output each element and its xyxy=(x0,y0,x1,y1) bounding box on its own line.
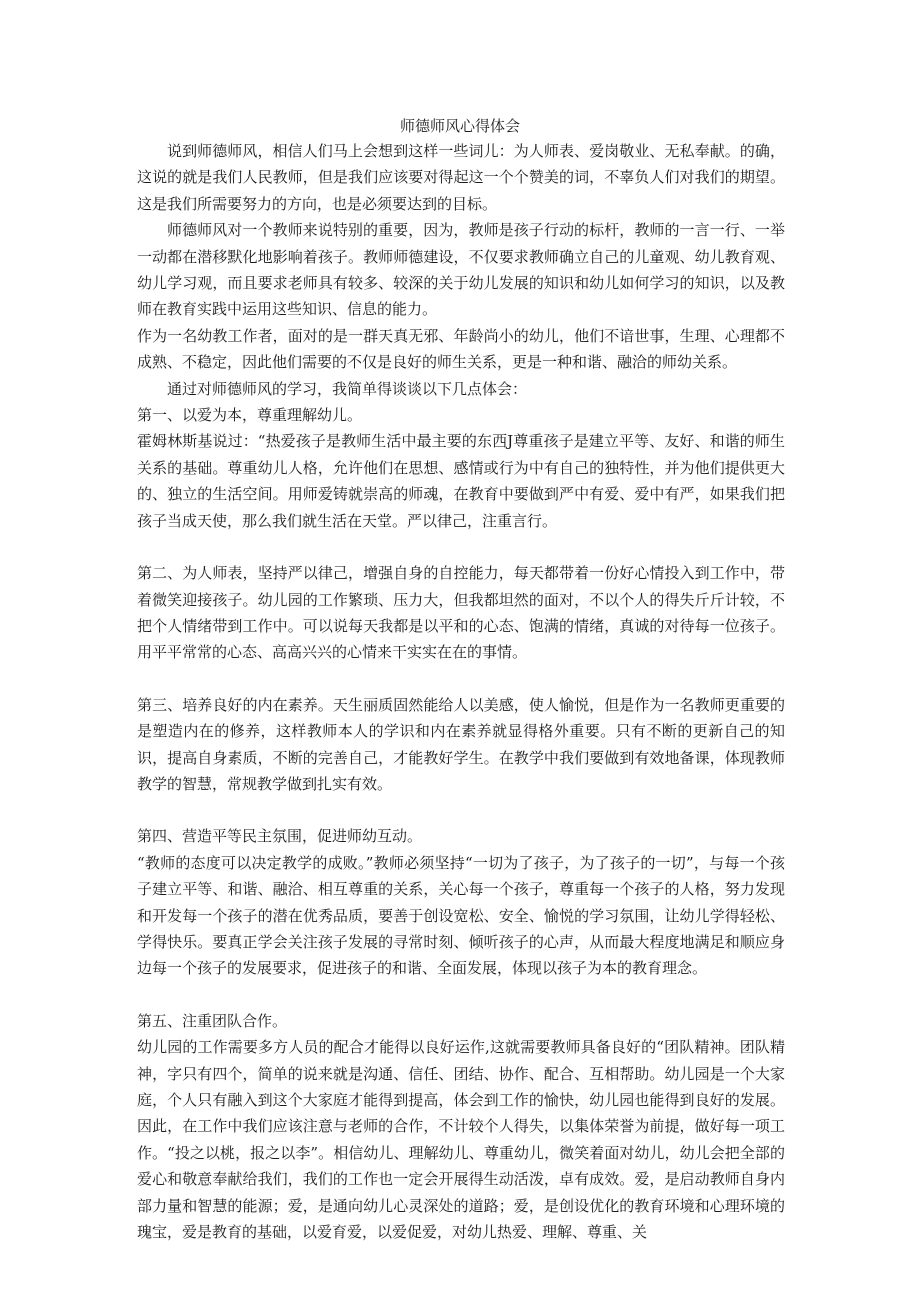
paragraph-importance: 师德师风对一个教师来说特别的重要，因为，教师是孩子行动的标杆，教师的一言一行、一举一动都在潜移默化地影响着孩子。教师师德建设，不仅要求教师确立自己的儿童观、幼儿教育观、幼儿学习观，而且要求老师具有较多、较深的关于幼儿发展的知识和幼儿如何学习的知识，以及教师在教育实践中运用这些知识、信息的能力。 xyxy=(137,221,785,319)
document-body xyxy=(137,138,785,1245)
paragraph-intro: 说到师德师风，相信人们马上会想到这样一些词儿：为人师表、爱岗敬业、无私奉献。的确，这说的就是我们人民教师，但是我们应该要对得起这一个个赞美的词，不辜负人们对我们的期望。这是我们所需要努力的方向，也是必须要达到的目标。 xyxy=(137,142,785,213)
paragraph-section-5: 幼儿园的工作需要多方人员的配合才能得以良好运作,这就需要教师具备良好的“团队精神。团队精神，字只有四个，简单的说来就是沟通、信任、团结、协作、配合、互相帮助。幼儿园是一个大家庭，个人只有融入到这个大家庭才能得到提高，体会到工作的愉快，幼儿园也能得到良好的发展。因此，在工作中我们应该注意与老师的合作，不计较个人得失，以集体荣誉为前提，做好每一项工作。“投之以桃，报之以李”。相信幼儿、理解幼儿、尊重幼儿，微笑着面对幼儿，幼儿会把全部的爱心和敬意奉献给我们，我们的工作也一定会开展得生动活泼，卓有成效。爱，是启动教师自身内部力量和智慧的能源；爱，是通向幼儿心灵深处的道路；爱，是创设优化的教育环境和心理环境的瑰宝，爱是教育的基础，以爱育爱，以爱促爱，对幼儿热爱、理解、尊重、关 xyxy=(137,1038,785,1242)
paragraph-section-4: “教师的态度可以决定教学的成败。”教师必须坚持“一切为了孩子，为了孩子的一切”，与每一个孩子建立平等、和谐、融洽、相互尊重的关系，关心每一个孩子，尊重每一个孩子的人格，努力发现和开发每一个孩子的潜在优秀品质，要善于创设宽松、安全、愉悦的学习氛围，让幼儿学得轻松、学得快乐。要真正学会关注孩子发展的寻常时刻、倾听孩子的心声，从而最大程度地满足和顺应身边每一个孩子的发展要求，促进孩子的和谐、全面发展，体现以孩子为本的教育理念。 xyxy=(137,853,785,978)
paragraph-section-3: 第三、培养良好的内在素养。天生丽质固然能给人以美感，使人愉悦，但是作为一名教师更重要的是塑造内在的修养，这样教师本人的学识和内在素养就显得格外重要。只有不断的更新自己的知识，提高自身素质，不断的完善自己，才能教好学生。在教学中我们要做到有效地备课，体现教师教学的智慧，常规教学做到扎实有效。 xyxy=(137,695,785,793)
document-title: 师德师风心得体会 xyxy=(399,117,520,135)
paragraph-lead-in: 通过对师德师风的学习，我简单得谈谈以下几点体会： xyxy=(167,379,528,398)
section-heading-4: 第四、营造平等民主氛围，促进师幼互动。 xyxy=(137,827,423,846)
section-heading-1: 第一、以爱为本，尊重理解幼儿。 xyxy=(137,406,363,425)
section-heading-5: 第五、注重团队合作。 xyxy=(137,1011,288,1030)
paragraph-section-2: 第二、为人师表，坚持严以律己，增强自身的自控能力，每天都带着一份好心情投入到工作中，带着微笑迎接孩子。幼儿园的工作繁琐、压力大，但我都坦然的面对，不以个人的得失斤斤计较，不把个人情绪带到工作中。可以说每天我都是以平和的心态、饱满的情绪，真诚的对待每一位孩子。用平平常常的心态、高高兴兴的心情来干实实在在的事情。 xyxy=(137,564,785,662)
paragraph-section-1: 霍姆林斯基说过：“热爱孩子是教师生活中最主要的东西J尊重孩子是建立平等、友好、和谐的师生关系的基础。尊重幼儿人格，允许他们在思想、感情或行为中有自己的独特性，并为他们提供更大的、独立的生活空间。用师爱铸就崇高的师魂，在教育中要做到严中有爱、爱中有严，如果我们把孩子当成天使，那么我们就生活在天堂。严以律己，注重言行。 xyxy=(137,432,785,530)
paragraph-role: 作为一名幼教工作者，面对的是一群天真无邪、年龄尚小的幼儿，他们不谙世事，生理、心理都不成熟、不稳定，因此他们需要的不仅是良好的师生关系，更是一种和谐、融洽的师幼关系。 xyxy=(137,326,785,372)
